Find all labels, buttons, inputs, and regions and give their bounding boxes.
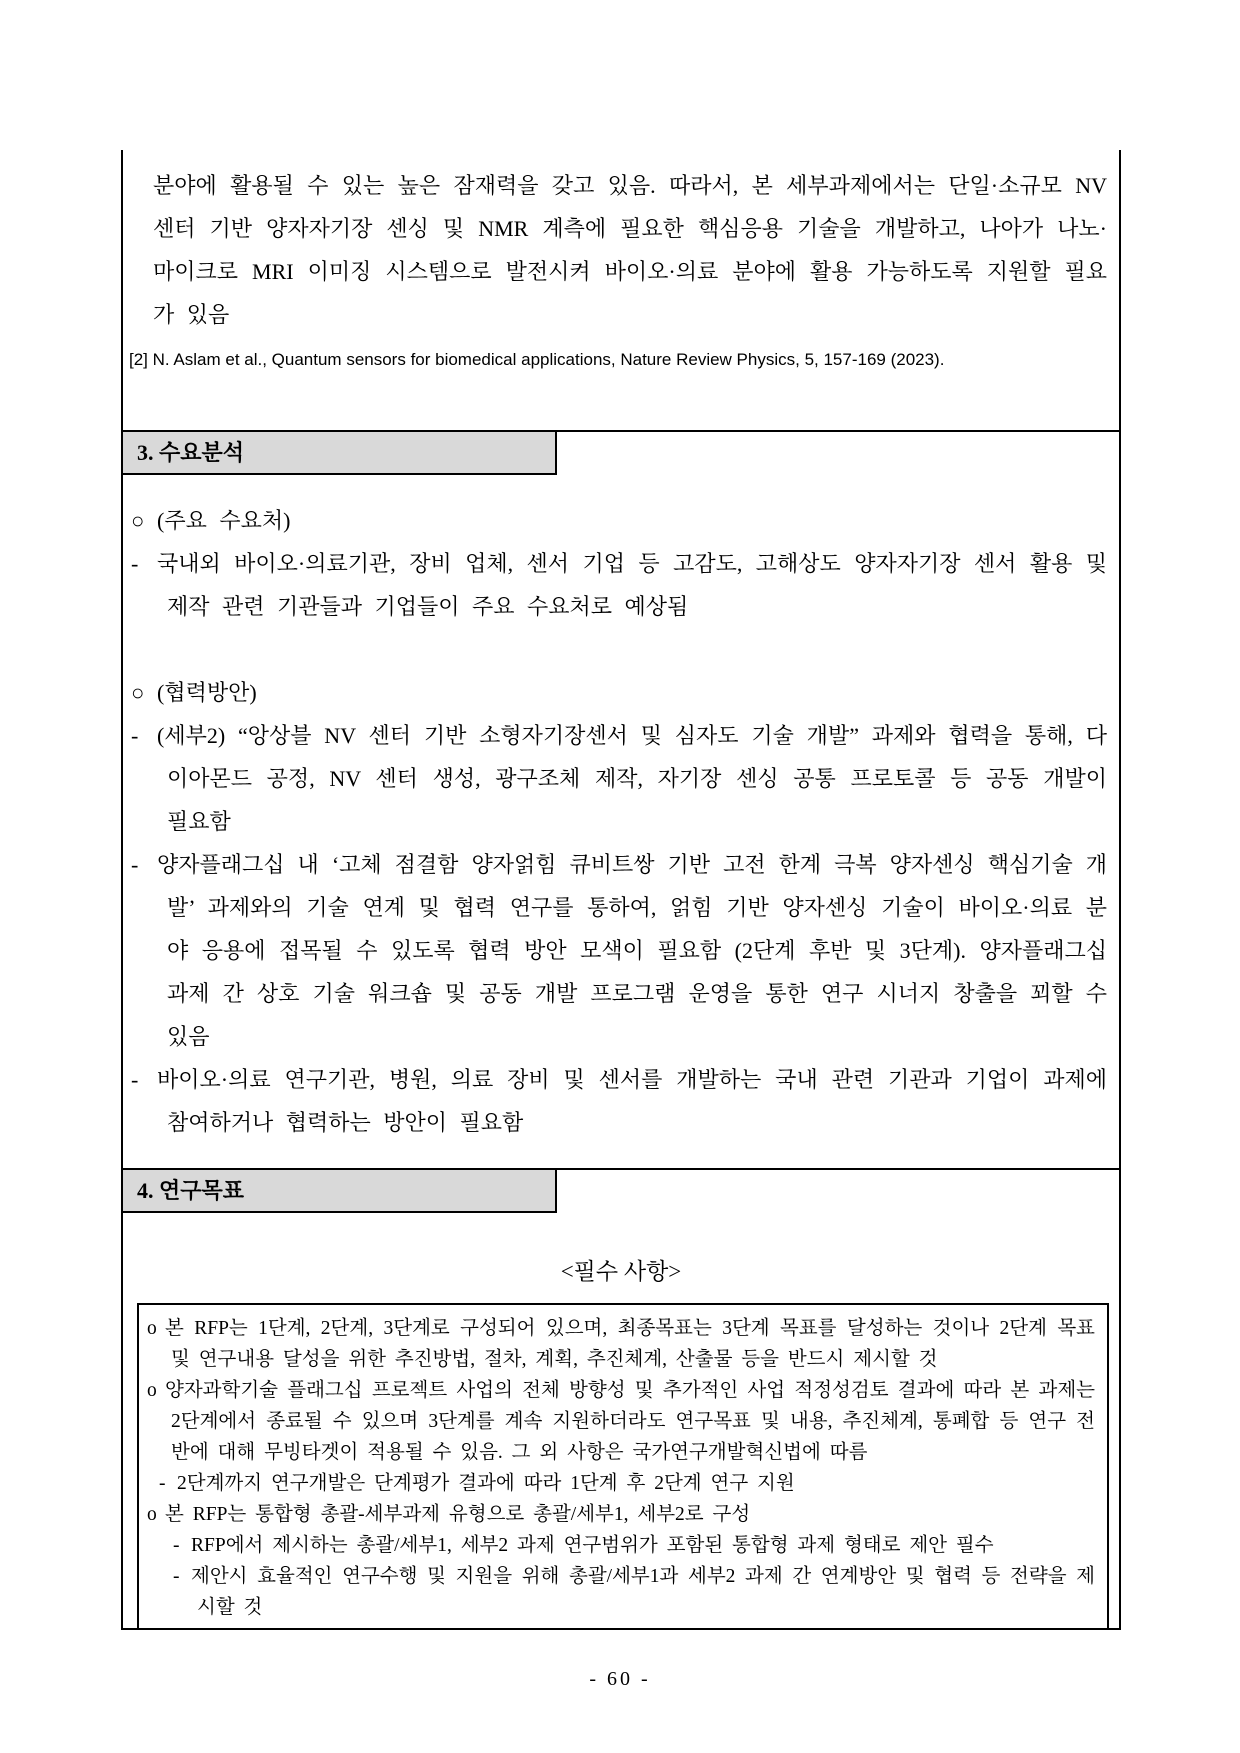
list-item-marker: ○	[131, 680, 145, 705]
list-item	[131, 499, 1107, 542]
list-item-text: 양자플래그십 내 ‘고체 점결함 양자얽힘 큐비트쌍 기반 고전 한계 극복 양자센싱 핵심기술 개발’ 과제와의 기술 연계 및 협력 연구를 통하여, 얽힘 기반 양자센싱 기술이 바이오·의료 분야 응용에 접목될 수 있도록 협력 방안 모색이 필요함 (2단계 후반 및 3단계). 양자플래그십 과제 간 상호 기술 워크숍 및 공동 개발 프로그램 운영을 통한 연구 시너지 창출을 꾀할 수 있음	[157, 852, 1107, 1049]
list-item-text: RFP에서 제시하는 총괄/세부1, 세부2 과제 연구범위가 포함된 통합형 과제 형태로 제안 필수	[191, 1535, 994, 1556]
section-row-goal	[123, 1168, 1119, 1213]
list-item	[173, 1530, 1095, 1561]
content-frame	[121, 150, 1121, 1630]
list-item-marker: o	[147, 1380, 157, 1401]
list-item-marker: -	[131, 852, 139, 877]
intro-paragraph: 분야에 활용될 수 있는 높은 잠재력을 갖고 있음. 따라서, 본 세부과제에서는 단일·소규모 NV 센터 기반 양자자기장 센싱 및 NMR 계측에 필요한 핵심응용 기술을 개발하고, 나아가 나노·마이크로 MRI 이미징 시스템으로 발전시켜 바이오·의료 분야에 활용 가능하도록 지원할 필요가 있음	[153, 173, 1107, 327]
list-item-text: 2단계까지 연구개발은 단계평가 결과에 따라 1단계 후 2단계 연구 지원	[177, 1473, 795, 1494]
section-heading-demand-label: 3. 수요분석	[137, 440, 245, 465]
list-item	[131, 843, 1107, 1058]
list-item	[147, 1375, 1095, 1468]
list-item-text: (주요 수요처)	[157, 508, 291, 533]
section-heading-demand	[123, 432, 557, 475]
section-row-demand	[123, 430, 1119, 475]
section-heading-goal-label: 4. 연구목표	[137, 1178, 245, 1203]
list-item-marker: -	[173, 1535, 180, 1556]
list-item-text: 국내외 바이오·의료기관, 장비 업체, 센서 기업 등 고감도, 고해상도 양자자기장 센서 활용 및 제작 관련 기관들과 기업들이 주요 수요처로 예상됨	[157, 551, 1107, 619]
demand-bullet-list	[131, 499, 1107, 1144]
list-item	[147, 1499, 1095, 1530]
list-item	[131, 542, 1107, 628]
list-item	[147, 1313, 1095, 1375]
list-item	[159, 1468, 1095, 1499]
list-item	[173, 1561, 1095, 1623]
list-item-marker: -	[131, 1067, 139, 1092]
list-item-text: 양자과학기술 플래그십 프로젝트 사업의 전체 방향성 및 추가적인 사업 적정성검토 결과에 따라 본 과제는 2단계에서 종료될 수 있으며 3단계를 계속 지원하더라도 연구목표 및 내용, 추진체계, 통폐합 등 연구 전반에 대해 무빙타겟이 적용될 수 있음. 그 외 사항은 국가연구개발혁신법에 따름	[165, 1380, 1095, 1463]
list-item-marker: ○	[131, 508, 145, 533]
list-item-marker: -	[131, 723, 139, 748]
list-item-text: 본 RFP는 1단계, 2단계, 3단계로 구성되어 있으며, 최종목표는 3단계 목표를 달성하는 것이나 2단계 목표 및 연구내용 달성을 위한 추진방법, 절차, 계획, 추진체계, 산출물 등을 반드시 제시할 것	[165, 1318, 1095, 1370]
list-item-marker: -	[173, 1566, 180, 1587]
list-item	[131, 628, 1107, 671]
list-item-marker: o	[147, 1318, 157, 1339]
reference-citation: [2] N. Aslam et al., Quantum sensors for biomedical applications, Nature Review Physics, 5, 157-169 (2023).	[129, 350, 945, 369]
list-item-text: 본 RFP는 통합형 총괄-세부과제 유형으로 총괄/세부1, 세부2로 구성	[165, 1504, 751, 1525]
list-item-text: (협력방안)	[157, 680, 257, 705]
list-item-marker: o	[147, 1504, 157, 1525]
list-item-text: 바이오·의료 연구기관, 병원, 의료 장비 및 센서를 개발하는 국내 관련 기관과 기업이 과제에 참여하거나 협력하는 방안이 필요함	[157, 1067, 1107, 1135]
list-item	[131, 714, 1107, 843]
list-item-text: (세부2) “앙상블 NV 센터 기반 소형자기장센서 및 심자도 기술 개발” 과제와 협력을 통해, 다이아몬드 공정, NV 센터 생성, 광구조체 제작, 자기장 센싱 공통 프로토콜 등 공동 개발이 필요함	[157, 723, 1107, 834]
list-item	[131, 671, 1107, 714]
section-heading-goal	[123, 1170, 557, 1213]
list-item-marker: -	[131, 551, 139, 576]
page-number: - 60 -	[589, 1668, 651, 1690]
list-item	[131, 1058, 1107, 1144]
required-items-box	[137, 1303, 1109, 1630]
list-item-marker: -	[159, 1473, 166, 1494]
list-item-text: 제안시 효율적인 연구수행 및 지원을 위해 총괄/세부1과 세부2 과제 간 연계방안 및 협력 등 전략을 제시할 것	[191, 1566, 1095, 1618]
required-items-title: <필수 사항>	[560, 1259, 682, 1284]
